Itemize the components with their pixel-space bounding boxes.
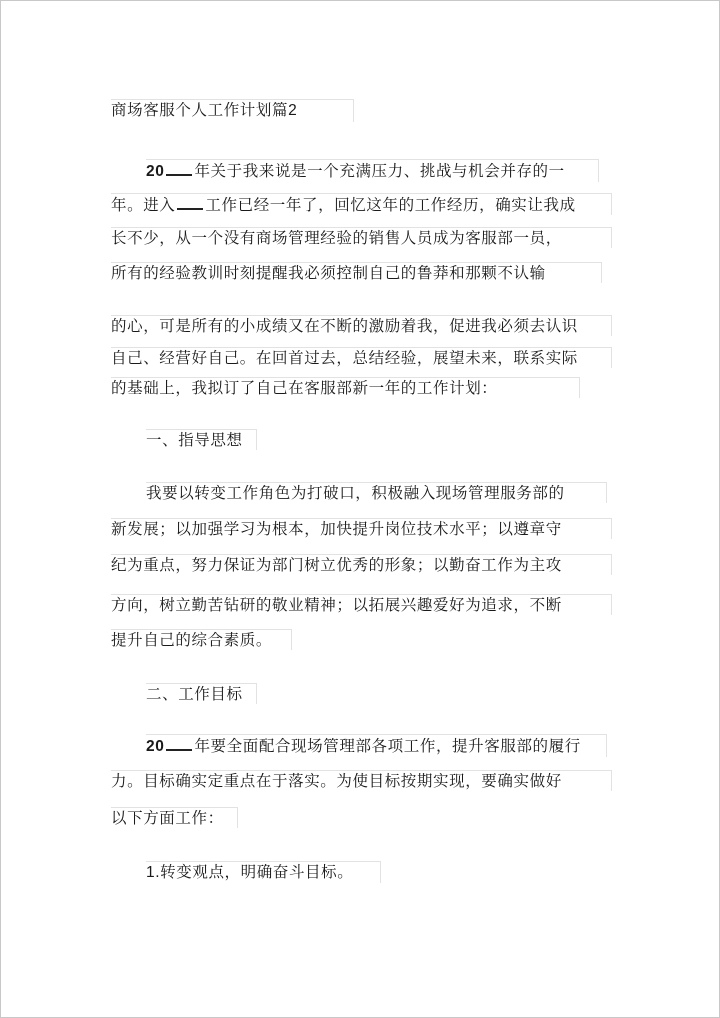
section-2-heading-text: 二、工作目标 — [146, 685, 243, 703]
section-1-line-3-text: 纪为重点，努力保证为部门树立优秀的形象；以勤奋工作为主攻 — [111, 556, 562, 574]
section-1-line-4 — [111, 594, 612, 615]
intro-line-3-text: 长不少，从一个没有商场管理经验的销售人员成为客服部一员， — [111, 229, 562, 247]
section-1-line-2 — [111, 518, 612, 539]
intro-line-5-text: 的心，可是所有的小成绩又在不断的激励着我，促进我必须去认识 — [111, 317, 578, 335]
intro-line-2 — [111, 193, 612, 215]
intro-line-1-text: 年关于我来说是一个充满压力、挑战与机会并存的一 — [194, 162, 565, 180]
year-blank — [166, 160, 192, 176]
section-2-item-1 — [146, 861, 381, 883]
section-2-heading — [146, 683, 257, 704]
section-2-line-2-text: 力。目标确实定重点在于落实。为使目标按期实现，要确实做好 — [111, 772, 562, 790]
year-prefix: 20 — [146, 163, 165, 180]
section-2-line-3-text: 以下方面工作： — [111, 809, 224, 827]
intro-line-4 — [111, 262, 602, 283]
item-1-text: 转变观点，明确奋斗目标。 — [160, 863, 354, 881]
section-1-line-1-text: 我要以转变工作角色为打破口，积极融入现场管理服务部的 — [146, 484, 565, 502]
section-1-heading-text: 一、指导思想 — [146, 431, 243, 449]
section-1-line-3 — [111, 554, 612, 575]
company-blank — [177, 194, 203, 210]
item-1-number: 1. — [146, 864, 161, 881]
section-2-line-1-text: 年要全面配合现场管理部各项工作，提升客服部的履行 — [194, 737, 581, 755]
intro-line-4-text: 所有的经验教训时刻提醒我必须控制自己的鲁莽和那颗不认输 — [111, 264, 546, 282]
section-1-heading — [146, 429, 257, 450]
year-prefix-2: 20 — [146, 738, 165, 755]
intro-line-1 — [146, 159, 599, 182]
intro-line-2b-text: 工作已经一年了，回忆这年的工作经历，确实让我成 — [205, 196, 576, 214]
intro-line-2a-text: 年。进入 — [111, 196, 176, 214]
intro-line-7-text: 的基础上，我拟订了自己在客服部新一年的工作计划： — [111, 379, 498, 397]
intro-line-7 — [111, 377, 580, 398]
section-1-line-5-text: 提升自己的综合素质。 — [111, 631, 273, 649]
year-blank-2 — [166, 735, 192, 751]
intro-line-5 — [111, 315, 612, 336]
section-1-line-1 — [146, 482, 607, 503]
intro-line-6 — [111, 347, 612, 368]
section-2-line-2 — [111, 770, 612, 791]
document-title — [111, 99, 354, 122]
intro-line-6-text: 自己、经营好自己。在回首过去，总结经验，展望未来，联系实际 — [111, 349, 578, 367]
section-1-line-5 — [111, 629, 292, 650]
title-text: 商场客服个人工作计划篇 — [111, 101, 289, 119]
section-2-line-3 — [111, 807, 238, 828]
intro-line-3 — [111, 227, 612, 248]
title-number: 2 — [288, 102, 298, 119]
section-1-line-4-text: 方向，树立勤苦钻研的敬业精神；以拓展兴趣爱好为追求，不断 — [111, 596, 562, 614]
section-2-line-1 — [146, 734, 607, 757]
section-1-line-2-text: 新发展；以加强学习为根本，加快提升岗位技术水平；以遵章守 — [111, 520, 562, 538]
